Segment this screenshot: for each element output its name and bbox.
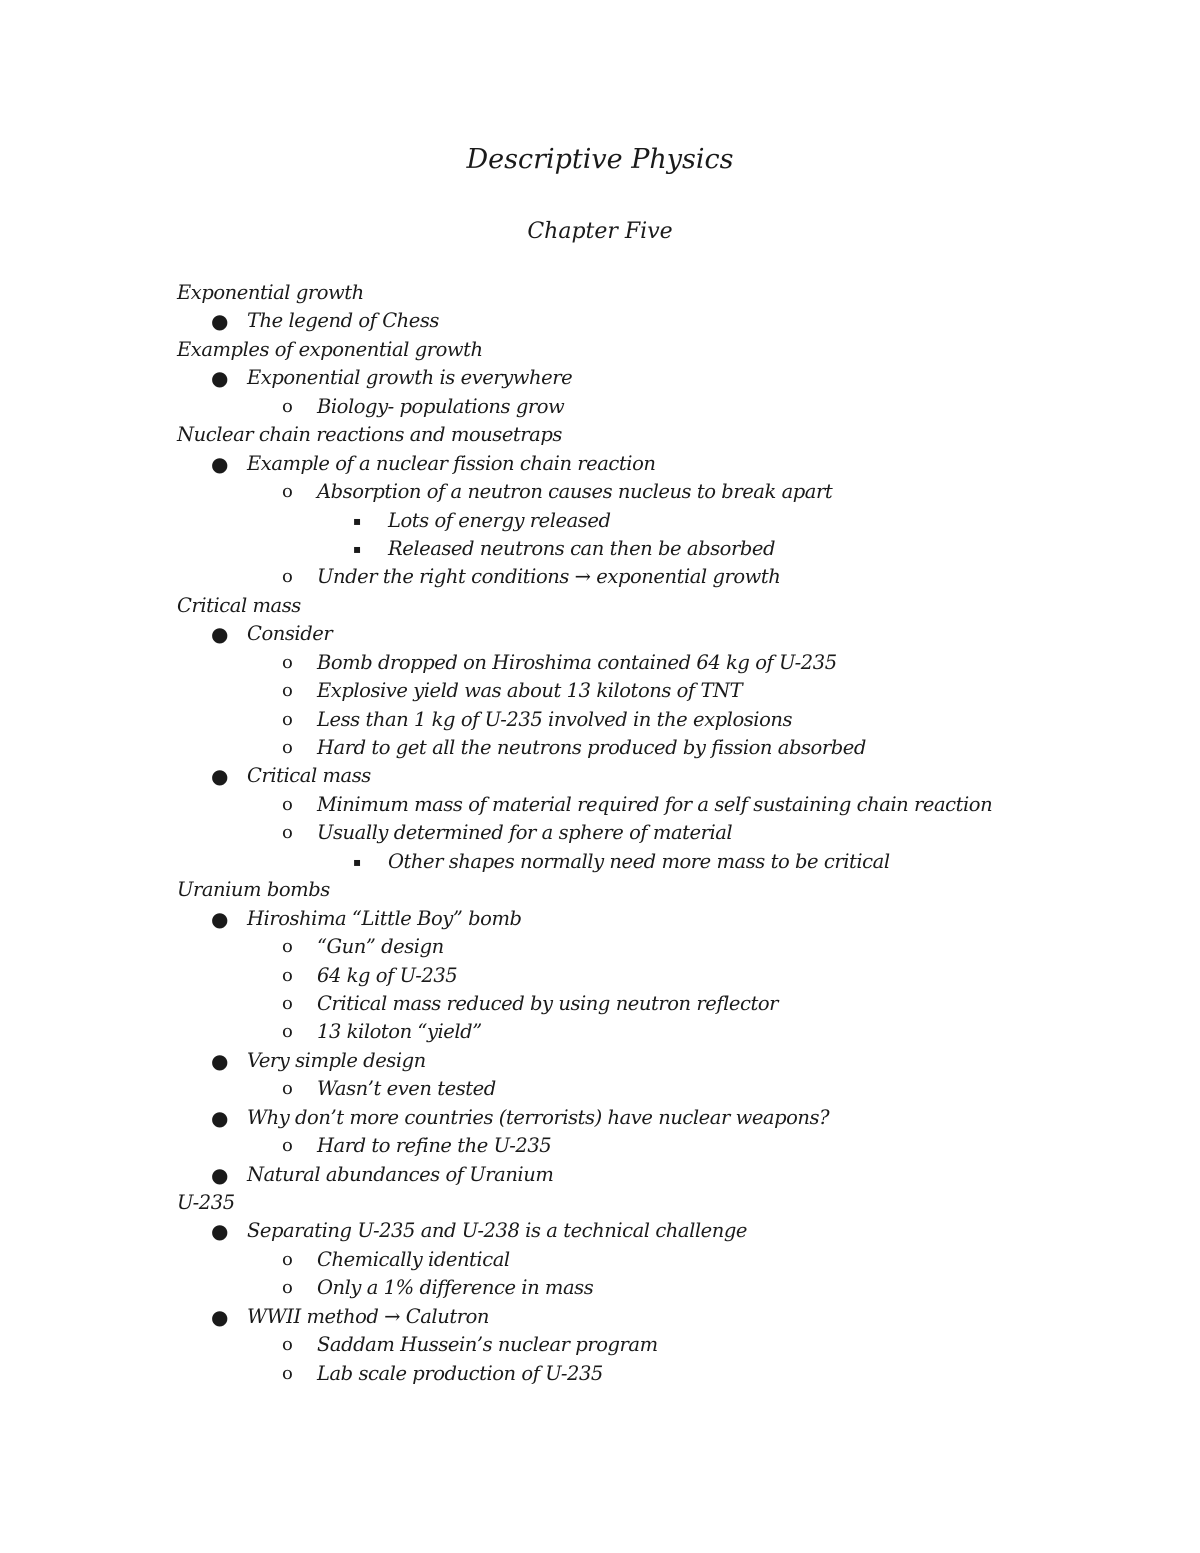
outline-item-level-2 xyxy=(0,962,1200,990)
outline-text: Lab scale production of U-235 xyxy=(317,1361,603,1385)
section-heading xyxy=(0,876,1200,904)
outline-text: Example of a nuclear fission chain reaction xyxy=(247,451,656,475)
outline-text: Less than 1 kg of U-235 involved in the explosions xyxy=(317,707,793,731)
outline-text: 64 kg of U-235 xyxy=(317,963,458,987)
outline-text: Under the right conditions → exponential growth xyxy=(317,565,781,589)
outline-text: Exponential growth xyxy=(177,281,364,304)
outline-item-level-2 xyxy=(0,990,1200,1018)
bullet-disc-icon: ● xyxy=(211,309,229,334)
bullet-disc-icon: ● xyxy=(211,451,229,476)
outline-text: 13 kiloton “yield” xyxy=(317,1020,482,1044)
section-heading xyxy=(0,279,1200,307)
bullet-disc-icon: ● xyxy=(211,366,229,391)
outline-item-level-2 xyxy=(0,1018,1200,1046)
bullet-disc-icon: ● xyxy=(211,906,229,931)
document-title: Descriptive Physics xyxy=(466,144,734,175)
bullet-circle-icon: o xyxy=(282,793,293,815)
bullet-circle-icon: o xyxy=(282,1078,293,1100)
outline-text: “Gun” design xyxy=(317,935,444,959)
outline-item-level-1 xyxy=(0,762,1200,790)
outline-text: Released neutrons can then be absorbed xyxy=(388,536,775,560)
section-heading xyxy=(0,421,1200,449)
outline-item-level-1 xyxy=(0,905,1200,933)
outline-item-level-2 xyxy=(0,677,1200,705)
outline-item-level-1 xyxy=(0,450,1200,478)
bullet-circle-icon: o xyxy=(282,822,293,844)
bullet-circle-icon: o xyxy=(282,1277,293,1299)
outline-item-level-1 xyxy=(0,1047,1200,1075)
outline-item-level-1 xyxy=(0,1217,1200,1245)
bullet-disc-icon: ● xyxy=(211,1048,229,1073)
outline-item-level-1 xyxy=(0,1161,1200,1189)
outline-item-level-2 xyxy=(0,1075,1200,1103)
outline-item-level-2 xyxy=(0,478,1200,506)
bullet-circle-icon: o xyxy=(282,1021,293,1043)
section-heading xyxy=(0,336,1200,364)
outline-text: WWII method → Calutron xyxy=(247,1304,489,1328)
outline-text: Absorption of a neutron causes nucleus to break apart xyxy=(317,480,833,504)
outline-item-level-2 xyxy=(0,1132,1200,1160)
outline-item-level-2 xyxy=(0,393,1200,421)
document-subtitle: Chapter Five xyxy=(527,219,673,244)
outline-item-level-2 xyxy=(0,1360,1200,1388)
outline-item-level-2 xyxy=(0,933,1200,961)
outline-text: U-235 xyxy=(177,1191,235,1214)
outline-item-level-2 xyxy=(0,706,1200,734)
bullet-circle-icon: o xyxy=(282,395,293,417)
outline-item-level-2 xyxy=(0,1331,1200,1359)
outline-text: Very simple design xyxy=(247,1048,426,1072)
bullet-circle-icon: o xyxy=(282,1334,293,1356)
section-heading xyxy=(0,592,1200,620)
bullet-circle-icon: o xyxy=(282,936,293,958)
bullet-disc-icon: ● xyxy=(211,622,229,647)
bullet-disc-icon: ● xyxy=(211,764,229,789)
bullet-square-icon: ▪ xyxy=(353,541,361,556)
outline-text: Lots of energy released xyxy=(388,508,611,532)
outline-item-level-3 xyxy=(0,848,1200,876)
bullet-circle-icon: o xyxy=(282,651,293,673)
outline-text: Consider xyxy=(247,622,333,646)
outline-text: Explosive yield was about 13 kilotons of TNT xyxy=(317,679,743,703)
outline-text: Critical mass reduced by using neutron reflector xyxy=(317,991,779,1015)
outline-item-level-2 xyxy=(0,563,1200,591)
bullet-circle-icon: o xyxy=(282,1362,293,1384)
outline-item-level-2 xyxy=(0,734,1200,762)
notes-outline xyxy=(0,279,1200,1388)
bullet-circle-icon: o xyxy=(282,737,293,758)
section-heading xyxy=(0,1189,1200,1217)
outline-text: Nuclear chain reactions and mousetraps xyxy=(177,423,562,447)
outline-text: Critical mass xyxy=(177,593,301,617)
outline-item-level-1 xyxy=(0,1303,1200,1331)
outline-text: Bomb dropped on Hiroshima contained 64 kg of U-235 xyxy=(317,650,837,674)
bullet-circle-icon: o xyxy=(282,680,293,702)
outline-text: Chemically identical xyxy=(317,1247,510,1271)
outline-item-level-3 xyxy=(0,535,1200,563)
outline-item-level-2 xyxy=(0,791,1200,819)
outline-text: Separating U-235 and U-238 is a technical challenge xyxy=(247,1219,747,1243)
outline-text: Natural abundances of Uranium xyxy=(247,1162,554,1186)
bullet-circle-icon: o xyxy=(282,708,293,730)
bullet-disc-icon: ● xyxy=(211,1105,229,1130)
outline-text: Hiroshima “Little Boy” bomb xyxy=(247,906,522,930)
outline-item-level-1 xyxy=(0,307,1200,335)
bullet-circle-icon: o xyxy=(282,566,293,588)
outline-text: Examples of exponential growth xyxy=(177,337,483,361)
outline-text: Wasn’t even tested xyxy=(317,1077,496,1101)
bullet-disc-icon: ● xyxy=(211,1162,229,1187)
outline-item-level-3 xyxy=(0,507,1200,535)
outline-item-level-2 xyxy=(0,1274,1200,1302)
outline-text: Why don’t more countries (terrorists) have nuclear weapons? xyxy=(247,1105,830,1129)
outline-text: Critical mass xyxy=(247,764,371,788)
outline-item-level-1 xyxy=(0,364,1200,392)
outline-text: Uranium bombs xyxy=(177,878,330,902)
bullet-square-icon: ▪ xyxy=(353,854,361,869)
outline-item-level-1 xyxy=(0,620,1200,648)
outline-text: Hard to refine the U-235 xyxy=(317,1134,552,1158)
bullet-circle-icon: o xyxy=(282,992,293,1014)
outline-item-level-1 xyxy=(0,1104,1200,1132)
outline-text: Minimum mass of material required for a self sustaining chain reaction xyxy=(317,792,993,816)
outline-text: The legend of Chess xyxy=(247,309,439,333)
outline-item-level-2 xyxy=(0,649,1200,677)
outline-text: Hard to get all the neutrons produced by fission absorbed xyxy=(317,736,866,759)
bullet-disc-icon: ● xyxy=(211,1219,229,1244)
outline-text: Only a 1% difference in mass xyxy=(317,1276,594,1300)
outline-text: Biology- populations grow xyxy=(317,394,565,418)
bullet-circle-icon: o xyxy=(282,481,293,503)
bullet-circle-icon: o xyxy=(282,1135,293,1157)
outline-text: Exponential growth is everywhere xyxy=(247,366,573,390)
outline-text: Saddam Hussein’s nuclear program xyxy=(317,1333,658,1357)
outline-text: Other shapes normally need more mass to be critical xyxy=(388,849,890,873)
bullet-disc-icon: ● xyxy=(211,1304,229,1329)
outline-item-level-2 xyxy=(0,1246,1200,1274)
bullet-circle-icon: o xyxy=(282,1248,293,1270)
outline-item-level-2 xyxy=(0,819,1200,847)
outline-text: Usually determined for a sphere of material xyxy=(317,821,733,845)
bullet-circle-icon: o xyxy=(282,964,293,986)
bullet-square-icon: ▪ xyxy=(353,513,361,528)
